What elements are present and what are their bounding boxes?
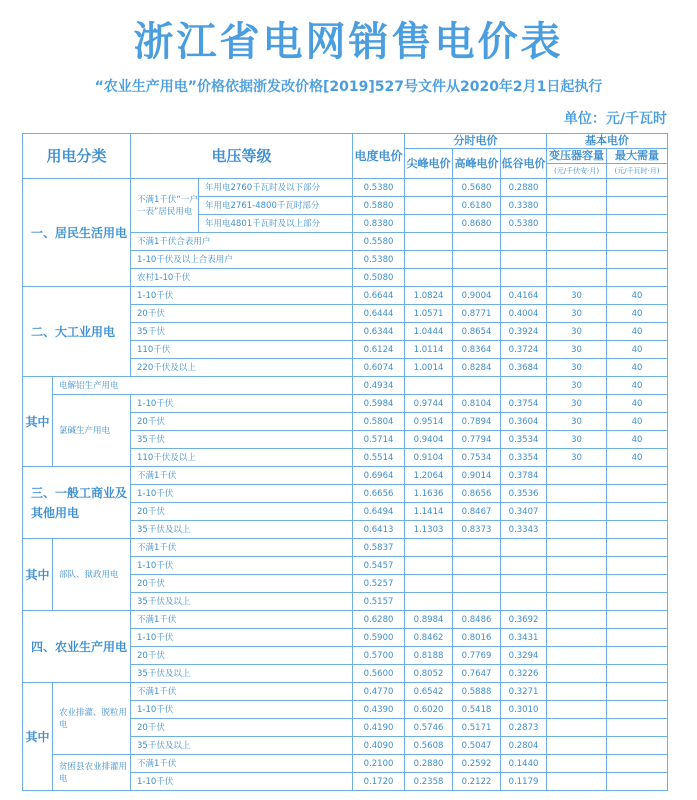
capacity-cell — [547, 665, 607, 683]
voltage-cell: 220千伏及以上 — [131, 359, 353, 377]
header-category: 用电分类 — [23, 134, 131, 179]
capacity-cell — [547, 197, 607, 215]
peak-cell — [405, 269, 453, 287]
capacity-cell — [547, 737, 607, 755]
peak-cell: 0.6020 — [405, 701, 453, 719]
voltage-cell: 不满1千伏 — [131, 467, 353, 485]
valley-cell: 0.3784 — [501, 467, 547, 485]
high-cell: 0.2592 — [453, 755, 501, 773]
high-cell — [453, 233, 501, 251]
high-cell: 0.7647 — [453, 665, 501, 683]
demand-cell: 40 — [607, 449, 668, 467]
voltage-cell: 20千伏 — [131, 647, 353, 665]
subcategory-poor-county: 贫困县农业排灌用电 — [53, 755, 131, 791]
peak-cell — [405, 197, 453, 215]
voltage-cell: 不满1千伏 — [131, 755, 353, 773]
valley-cell: 0.3294 — [501, 647, 547, 665]
price-table — [22, 133, 668, 791]
category-agriculture: 四、农业生产用电 — [23, 611, 131, 683]
demand-cell: 40 — [607, 413, 668, 431]
voltage-cell: 电解铝生产用电 — [53, 377, 353, 395]
valley-cell — [501, 593, 547, 611]
capacity-cell — [547, 629, 607, 647]
capacity-cell — [547, 683, 607, 701]
price-cell: 0.2100 — [353, 755, 405, 773]
peak-cell: 0.9104 — [405, 449, 453, 467]
qizhong-label: 其中 — [23, 539, 53, 611]
capacity-cell: 30 — [547, 359, 607, 377]
subcategory-one-meter: 不满1千伏“一户一表”居民用电 — [131, 179, 199, 233]
high-cell: 0.8364 — [453, 341, 501, 359]
unit-label: 单位：元/千瓦时 — [563, 111, 667, 127]
high-cell — [453, 557, 501, 575]
voltage-cell: 年用电2760千瓦时及以下部分 — [199, 179, 353, 197]
high-cell: 0.8680 — [453, 215, 501, 233]
price-cell: 0.6494 — [353, 503, 405, 521]
high-cell: 0.2122 — [453, 773, 501, 791]
peak-cell: 0.5746 — [405, 719, 453, 737]
table-row — [23, 377, 668, 395]
capacity-cell: 30 — [547, 305, 607, 323]
price-cell: 0.5580 — [353, 233, 405, 251]
capacity-cell: 30 — [547, 395, 607, 413]
header-price: 电度电价 — [353, 134, 405, 179]
capacity-cell — [547, 701, 607, 719]
peak-cell: 0.8984 — [405, 611, 453, 629]
price-cell: 0.6444 — [353, 305, 405, 323]
high-cell: 0.7894 — [453, 413, 501, 431]
capacity-cell — [547, 755, 607, 773]
valley-cell: 0.2804 — [501, 737, 547, 755]
valley-cell: 0.2880 — [501, 179, 547, 197]
price-cell: 0.8380 — [353, 215, 405, 233]
price-cell: 0.4090 — [353, 737, 405, 755]
demand-cell: 40 — [607, 431, 668, 449]
price-cell: 0.4934 — [353, 377, 405, 395]
capacity-cell — [547, 467, 607, 485]
price-cell: 0.6344 — [353, 323, 405, 341]
peak-cell: 1.0114 — [405, 341, 453, 359]
capacity-cell: 30 — [547, 323, 607, 341]
capacity-cell — [547, 485, 607, 503]
price-cell: 0.6644 — [353, 287, 405, 305]
peak-cell: 1.0571 — [405, 305, 453, 323]
capacity-cell — [547, 611, 607, 629]
subtitle: “农业生产用电”价格依据浙发改价格[2019]527号文件从2020年2月1日起执行 — [94, 79, 603, 95]
peak-cell: 0.6542 — [405, 683, 453, 701]
price-cell: 0.6656 — [353, 485, 405, 503]
price-cell: 0.5714 — [353, 431, 405, 449]
demand-cell — [607, 503, 668, 521]
voltage-cell: 35千伏及以上 — [131, 737, 353, 755]
high-cell — [453, 575, 501, 593]
high-cell: 0.5418 — [453, 701, 501, 719]
price-cell: 0.5880 — [353, 197, 405, 215]
demand-cell — [607, 467, 668, 485]
voltage-cell: 不满1千伏 — [131, 683, 353, 701]
high-cell: 0.8373 — [453, 521, 501, 539]
high-cell: 0.8656 — [453, 485, 501, 503]
qizhong-label: 其中 — [23, 377, 53, 467]
peak-cell — [405, 251, 453, 269]
voltage-cell: 1-10千伏及以上合表用户 — [131, 251, 353, 269]
peak-cell: 1.1636 — [405, 485, 453, 503]
demand-cell — [607, 773, 668, 791]
voltage-cell: 1-10千伏 — [131, 485, 353, 503]
demand-cell — [607, 269, 668, 287]
demand-cell — [607, 719, 668, 737]
high-cell: 0.8104 — [453, 395, 501, 413]
capacity-cell — [547, 557, 607, 575]
high-cell: 0.9004 — [453, 287, 501, 305]
voltage-cell: 20千伏 — [131, 305, 353, 323]
page-title: 浙江省电网销售电价表 — [133, 19, 564, 65]
valley-cell: 0.4164 — [501, 287, 547, 305]
valley-cell: 0.3604 — [501, 413, 547, 431]
peak-cell: 0.5608 — [405, 737, 453, 755]
table-row — [23, 683, 668, 701]
demand-cell — [607, 611, 668, 629]
peak-cell: 0.2880 — [405, 755, 453, 773]
header-capacity: 变压器容量 — [547, 149, 607, 164]
valley-cell — [501, 233, 547, 251]
capacity-cell — [547, 503, 607, 521]
price-cell: 0.5457 — [353, 557, 405, 575]
peak-cell: 0.9404 — [405, 431, 453, 449]
demand-cell — [607, 737, 668, 755]
price-cell: 0.1720 — [353, 773, 405, 791]
valley-cell: 0.1179 — [501, 773, 547, 791]
peak-cell — [405, 179, 453, 197]
price-cell: 0.5257 — [353, 575, 405, 593]
demand-cell — [607, 701, 668, 719]
voltage-cell: 110千伏及以上 — [131, 449, 353, 467]
demand-cell — [607, 629, 668, 647]
high-cell: 0.7534 — [453, 449, 501, 467]
valley-cell: 0.3724 — [501, 341, 547, 359]
demand-cell: 40 — [607, 395, 668, 413]
valley-cell — [501, 575, 547, 593]
voltage-cell: 20千伏 — [131, 413, 353, 431]
voltage-cell: 1-10千伏 — [131, 287, 353, 305]
demand-cell — [607, 665, 668, 683]
header-tou: 分时电价 — [405, 134, 547, 149]
peak-cell: 1.1414 — [405, 503, 453, 521]
valley-cell — [501, 269, 547, 287]
valley-cell: 0.3692 — [501, 611, 547, 629]
voltage-cell: 农村1-10千伏 — [131, 269, 353, 287]
high-cell — [453, 593, 501, 611]
voltage-cell: 35千伏及以上 — [131, 665, 353, 683]
valley-cell: 0.2873 — [501, 719, 547, 737]
valley-cell: 0.3354 — [501, 449, 547, 467]
capacity-cell — [547, 269, 607, 287]
demand-cell — [607, 593, 668, 611]
voltage-cell: 1-10千伏 — [131, 395, 353, 413]
subcategory-military: 部队、狱政用电 — [53, 539, 131, 611]
peak-cell: 1.0444 — [405, 323, 453, 341]
demand-cell: 40 — [607, 287, 668, 305]
valley-cell: 0.3010 — [501, 701, 547, 719]
high-cell: 0.8284 — [453, 359, 501, 377]
price-cell: 0.6124 — [353, 341, 405, 359]
capacity-cell — [547, 593, 607, 611]
demand-cell — [607, 179, 668, 197]
peak-cell: 1.0014 — [405, 359, 453, 377]
demand-cell — [607, 647, 668, 665]
voltage-cell: 不满1千伏 — [131, 539, 353, 557]
capacity-cell: 30 — [547, 341, 607, 359]
demand-cell — [607, 233, 668, 251]
price-cell: 0.6280 — [353, 611, 405, 629]
price-cell: 0.5380 — [353, 251, 405, 269]
capacity-cell — [547, 647, 607, 665]
capacity-cell — [547, 539, 607, 557]
header-basic: 基本电价 — [547, 134, 668, 149]
demand-cell: 40 — [607, 341, 668, 359]
peak-cell — [405, 215, 453, 233]
high-cell — [453, 269, 501, 287]
voltage-cell: 35千伏及以上 — [131, 593, 353, 611]
high-cell: 0.8486 — [453, 611, 501, 629]
high-cell: 0.5171 — [453, 719, 501, 737]
price-cell: 0.5837 — [353, 539, 405, 557]
demand-cell — [607, 197, 668, 215]
high-cell: 0.5680 — [453, 179, 501, 197]
high-cell: 0.7794 — [453, 431, 501, 449]
demand-cell — [607, 215, 668, 233]
voltage-cell: 年用电4801千瓦时及以上部分 — [199, 215, 353, 233]
peak-cell — [405, 377, 453, 395]
header-high: 高峰电价 — [453, 149, 501, 179]
voltage-cell: 1-10千伏 — [131, 773, 353, 791]
voltage-cell: 35千伏及以上 — [131, 521, 353, 539]
voltage-cell: 年用电2761-4800千瓦时部分 — [199, 197, 353, 215]
table-row — [23, 467, 668, 485]
capacity-cell — [547, 233, 607, 251]
peak-cell — [405, 575, 453, 593]
capacity-cell: 30 — [547, 449, 607, 467]
subcategory-chlor-alkali: 氯碱生产用电 — [53, 395, 131, 467]
peak-cell: 1.1303 — [405, 521, 453, 539]
header-capacity-unit: (元/千伏安·月) — [547, 164, 607, 179]
valley-cell: 0.3754 — [501, 395, 547, 413]
header-valley: 低谷电价 — [501, 149, 547, 179]
voltage-cell: 1-10千伏 — [131, 629, 353, 647]
voltage-cell: 20千伏 — [131, 503, 353, 521]
peak-cell: 0.8462 — [405, 629, 453, 647]
peak-cell: 0.9514 — [405, 413, 453, 431]
voltage-cell: 1-10千伏 — [131, 557, 353, 575]
valley-cell: 0.3431 — [501, 629, 547, 647]
table-row — [23, 611, 668, 629]
peak-cell — [405, 557, 453, 575]
category-residential: 一、居民生活用电 — [23, 179, 131, 287]
valley-cell: 0.3343 — [501, 521, 547, 539]
capacity-cell — [547, 575, 607, 593]
high-cell: 0.8654 — [453, 323, 501, 341]
table-row — [23, 395, 668, 413]
valley-cell: 0.3271 — [501, 683, 547, 701]
valley-cell — [501, 251, 547, 269]
voltage-cell: 20千伏 — [131, 719, 353, 737]
header-voltage: 电压等级 — [131, 134, 353, 179]
peak-cell: 0.9744 — [405, 395, 453, 413]
header-demand-unit: (元/千瓦时·月) — [607, 164, 668, 179]
high-cell: 0.8016 — [453, 629, 501, 647]
capacity-cell — [547, 719, 607, 737]
demand-cell — [607, 755, 668, 773]
valley-cell: 0.1440 — [501, 755, 547, 773]
peak-cell: 1.2064 — [405, 467, 453, 485]
price-cell: 0.4190 — [353, 719, 405, 737]
high-cell: 0.6180 — [453, 197, 501, 215]
capacity-cell: 30 — [547, 431, 607, 449]
price-cell: 0.5080 — [353, 269, 405, 287]
price-cell: 0.5900 — [353, 629, 405, 647]
price-cell: 0.6964 — [353, 467, 405, 485]
capacity-cell — [547, 215, 607, 233]
high-cell: 0.5888 — [453, 683, 501, 701]
valley-cell: 0.3924 — [501, 323, 547, 341]
high-cell: 0.7769 — [453, 647, 501, 665]
valley-cell: 0.3536 — [501, 485, 547, 503]
high-cell: 0.8771 — [453, 305, 501, 323]
demand-cell: 40 — [607, 323, 668, 341]
price-cell: 0.4390 — [353, 701, 405, 719]
header-peak: 尖峰电价 — [405, 149, 453, 179]
demand-cell: 40 — [607, 377, 668, 395]
demand-cell — [607, 251, 668, 269]
table-row — [23, 179, 668, 197]
capacity-cell — [547, 251, 607, 269]
price-cell: 0.4770 — [353, 683, 405, 701]
high-cell — [453, 539, 501, 557]
voltage-cell: 1-10千伏 — [131, 701, 353, 719]
demand-cell — [607, 521, 668, 539]
table-row — [23, 539, 668, 557]
peak-cell: 1.0824 — [405, 287, 453, 305]
valley-cell: 0.3684 — [501, 359, 547, 377]
capacity-cell — [547, 521, 607, 539]
high-cell: 0.5047 — [453, 737, 501, 755]
valley-cell: 0.5380 — [501, 215, 547, 233]
valley-cell: 0.4004 — [501, 305, 547, 323]
price-cell: 0.5514 — [353, 449, 405, 467]
capacity-cell: 30 — [547, 413, 607, 431]
valley-cell — [501, 539, 547, 557]
price-cell: 0.6074 — [353, 359, 405, 377]
price-cell: 0.6413 — [353, 521, 405, 539]
peak-cell — [405, 593, 453, 611]
valley-cell: 0.3407 — [501, 503, 547, 521]
voltage-cell: 35千伏 — [131, 431, 353, 449]
voltage-cell: 不满1千伏 — [131, 611, 353, 629]
high-cell — [453, 377, 501, 395]
capacity-cell: 30 — [547, 377, 607, 395]
category-industrial: 二、大工业用电 — [23, 287, 131, 377]
qizhong-label: 其中 — [23, 683, 53, 791]
high-cell — [453, 251, 501, 269]
subcategory-irrigation: 农业排灌、脱粒用电 — [53, 683, 131, 755]
table-row — [23, 755, 668, 773]
capacity-cell: 30 — [547, 287, 607, 305]
high-cell: 0.9014 — [453, 467, 501, 485]
peak-cell: 0.8052 — [405, 665, 453, 683]
valley-cell: 0.3380 — [501, 197, 547, 215]
price-cell: 0.5157 — [353, 593, 405, 611]
price-cell: 0.5700 — [353, 647, 405, 665]
high-cell: 0.8467 — [453, 503, 501, 521]
valley-cell — [501, 557, 547, 575]
voltage-cell: 110千伏 — [131, 341, 353, 359]
demand-cell: 40 — [607, 305, 668, 323]
price-cell: 0.5380 — [353, 179, 405, 197]
capacity-cell — [547, 179, 607, 197]
capacity-cell — [547, 773, 607, 791]
demand-cell — [607, 557, 668, 575]
valley-cell: 0.3534 — [501, 431, 547, 449]
demand-cell — [607, 575, 668, 593]
valley-cell — [501, 377, 547, 395]
header-demand: 最大需量 — [607, 149, 668, 164]
voltage-cell: 35千伏 — [131, 323, 353, 341]
demand-cell — [607, 485, 668, 503]
voltage-cell: 不满1千伏合表用户 — [131, 233, 353, 251]
category-commercial: 三、一般工商业及其他用电 — [23, 467, 131, 539]
price-cell: 0.5984 — [353, 395, 405, 413]
table-row — [23, 287, 668, 305]
price-cell: 0.5600 — [353, 665, 405, 683]
demand-cell: 40 — [607, 359, 668, 377]
demand-cell — [607, 683, 668, 701]
valley-cell: 0.3226 — [501, 665, 547, 683]
price-cell: 0.5804 — [353, 413, 405, 431]
peak-cell — [405, 539, 453, 557]
peak-cell: 0.8188 — [405, 647, 453, 665]
demand-cell — [607, 539, 668, 557]
peak-cell: 0.2358 — [405, 773, 453, 791]
peak-cell — [405, 233, 453, 251]
voltage-cell: 20千伏 — [131, 575, 353, 593]
